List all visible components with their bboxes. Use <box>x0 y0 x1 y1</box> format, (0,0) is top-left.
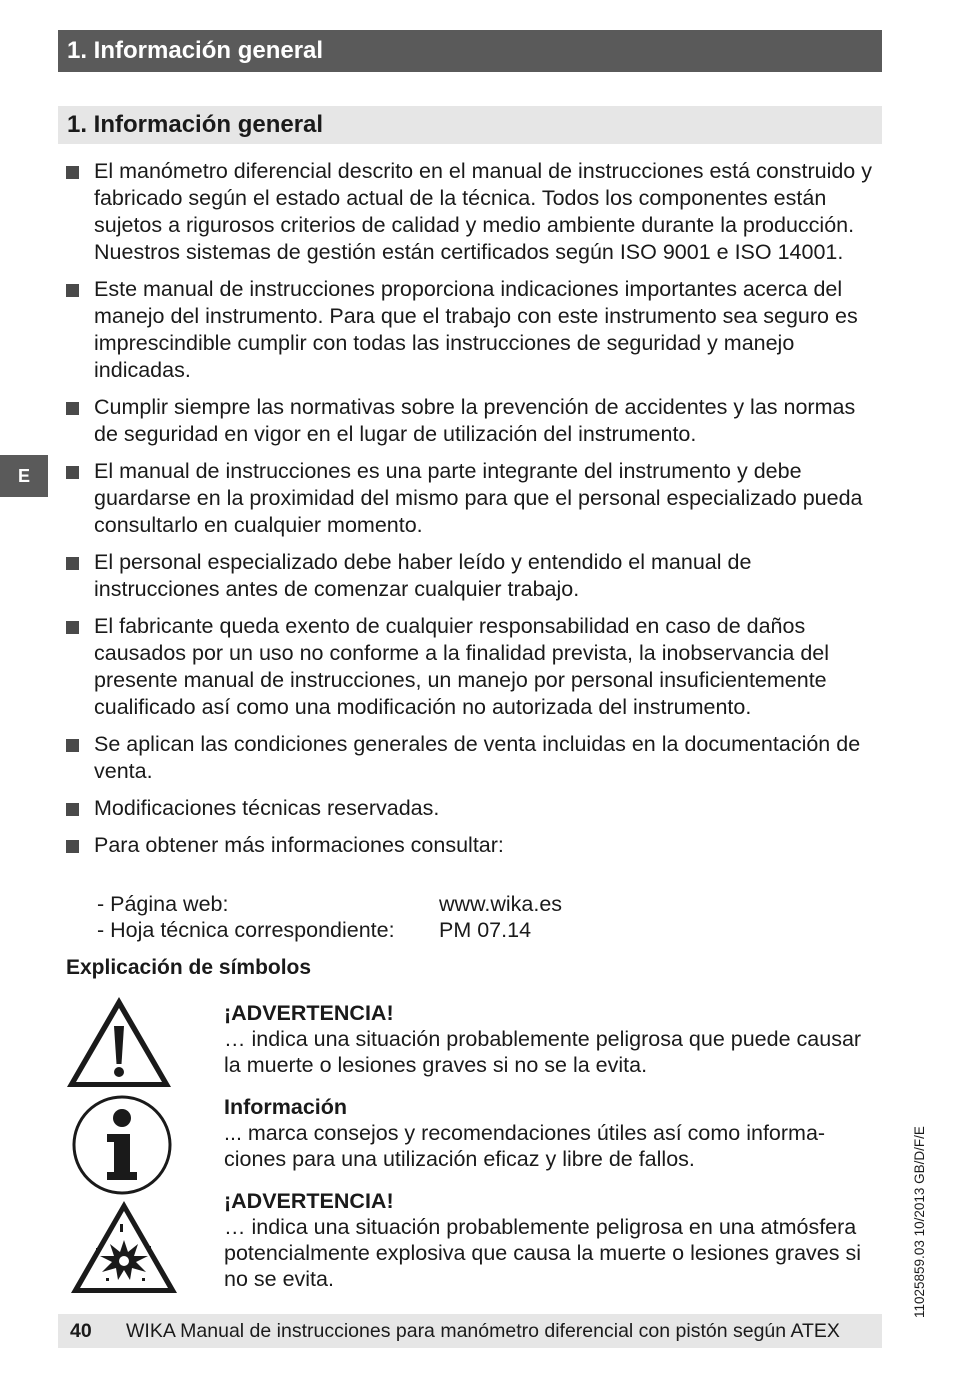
symbol-info-description <box>224 1094 874 1172</box>
list-item-text: El fabricante queda exento de cualquier responsabilidad en caso de daños causados por un uso no conforme a la finalidad prevista, la inobservancia del presente manual de instrucciones, un manejo por personal insuficientemente cualificado así como una modificación no autorizada del instrumento. <box>94 614 830 719</box>
list-item-text: El personal especializado debe haber leído y entendido el manual de instrucciones antes de comenzar cualquier trabajo. <box>94 550 752 601</box>
list-item-text: El manómetro diferencial descrito en el manual de instrucciones está construido y fabricado según el estado actual de la técnica. Todos los componentes están sujetos a rigurosos criterios de calidad y medio ambiente durante la producción. Nuestros sistemas de gestión están certificados según ISO 9001 e ISO 14001. <box>94 159 872 264</box>
list-item <box>66 394 882 448</box>
web-value: www.wika.es <box>439 892 563 916</box>
list-item-text: Para obtener más informaciones consultar: <box>94 833 504 857</box>
bullet-square-icon <box>66 466 79 479</box>
bullet-square-icon <box>66 166 79 179</box>
list-item-text: Este manual de instrucciones proporciona indicaciones importantes acerca del manejo del instrumento. Para que el trabajo con este instrumento sea seguro es imprescindible cumplir con todas las instrucciones de seguridad y manejo indicadas. <box>94 277 858 382</box>
symbol-text: … indica una situación probablemente peligrosa en una atmósfera potencialmente explosiva que causa la muerte o lesiones graves si no se evita. <box>224 1215 862 1291</box>
information-icon <box>71 1094 173 1196</box>
contact-row-datasheet <box>97 917 562 943</box>
page-number: 40 <box>70 1320 92 1342</box>
list-item-text: Se aplican las condiciones generales de venta incluidas en la documentación de venta. <box>94 732 861 783</box>
list-item-text: Modificaciones técnicas reservadas. <box>94 796 440 820</box>
bullet-square-icon <box>66 557 79 570</box>
language-tab: E <box>0 455 48 497</box>
datasheet-label: - Hoja técnica correspondiente: <box>97 918 395 942</box>
web-label: - Página web: <box>97 892 229 916</box>
bullet-square-icon <box>66 739 79 752</box>
list-item <box>66 458 882 539</box>
general-info-list <box>66 158 882 869</box>
list-item <box>66 276 882 384</box>
list-item <box>66 795 882 822</box>
list-item <box>66 731 882 785</box>
bullet-square-icon <box>66 402 79 415</box>
bullet-square-icon <box>66 621 79 634</box>
warning-triangle-icon <box>64 994 174 1090</box>
symbol-text: … indica una situación probablemente peligrosa que puede causar la muerte o lesiones graves si no se la evita. <box>224 1027 862 1077</box>
contact-row-web <box>97 891 562 917</box>
footer-text: WIKA Manual de instrucciones para manómetro diferencial con pistón según ATEX <box>126 1320 840 1342</box>
list-item <box>66 613 882 721</box>
document-code: 11025859.03 10/2013 GB/D/F/E <box>912 1126 927 1318</box>
list-item <box>66 158 882 266</box>
list-item-text: El manual de instrucciones es una parte integrante del instrumento y debe guardarse en la proximidad del mismo para que el personal especializado pueda consultarlo en cualquier momento. <box>94 459 863 537</box>
bullet-square-icon <box>66 840 79 853</box>
list-item <box>66 832 882 859</box>
list-item-text: Cumplir siempre las normativas sobre la prevención de accidentes y las normas de seguridad en vigor en el lugar de utilización del instrumento. <box>94 395 856 446</box>
bullet-square-icon <box>66 803 79 816</box>
bullet-square-icon <box>66 284 79 297</box>
section-title: 1. Información general <box>58 106 882 144</box>
symbols-heading: Explicación de símbolos <box>66 956 312 979</box>
symbol-title: Información <box>224 1095 348 1119</box>
symbol-explosion-description <box>224 1188 874 1292</box>
chapter-header: 1. Información general <box>58 30 882 72</box>
symbol-warning-description <box>224 1000 874 1078</box>
symbol-title: ¡ADVERTENCIA! <box>224 1189 394 1213</box>
symbol-title: ¡ADVERTENCIA! <box>224 1001 394 1025</box>
contact-table <box>97 891 562 943</box>
page-footer <box>58 1314 882 1348</box>
list-item <box>66 549 882 603</box>
symbol-text: ... marca consejos y recomendaciones útiles así como informa-ciones para una utilización eficaz y libre de fallos. <box>224 1121 826 1171</box>
datasheet-value: PM 07.14 <box>439 918 532 942</box>
explosion-warning-icon <box>68 1198 180 1296</box>
